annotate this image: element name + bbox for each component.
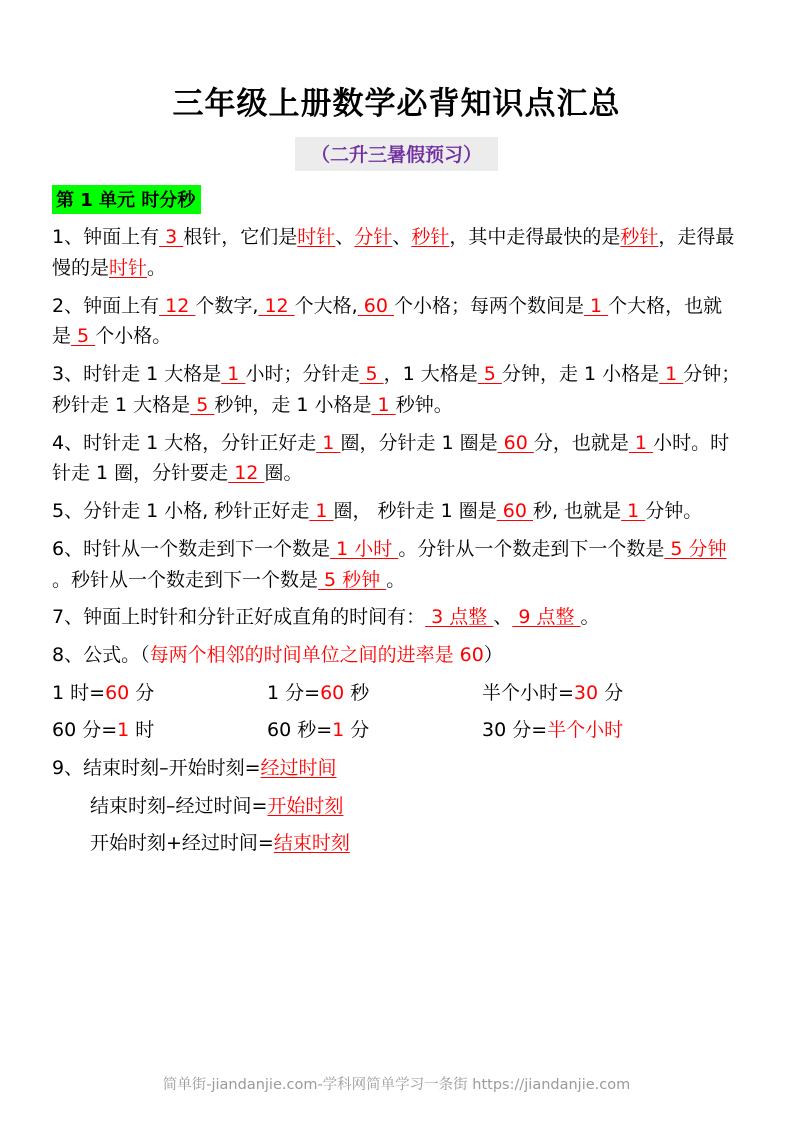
text-segment: 。 (580, 606, 600, 629)
time-formula-line (52, 791, 741, 822)
knowledge-point (52, 602, 741, 633)
text-segment: 分，也就是 (533, 431, 629, 454)
text-segment: ，走得最慢的是 (52, 226, 735, 279)
answer-segment: 12 (159, 294, 196, 317)
text-segment: 分钟。 (645, 500, 703, 523)
answer-segment: 半个小时 (547, 719, 624, 742)
answer-segment: 经过时间 (260, 756, 337, 779)
text-segment: 30 分= (482, 719, 548, 742)
text-segment: 60 秒= (267, 719, 333, 742)
unit-heading-container (52, 185, 741, 214)
text-segment: 7、钟面上时针和分针正好成直角的时间有： (52, 606, 426, 629)
text-segment: 小时；分针走 (245, 363, 360, 386)
answer-segment: 结束时刻 (273, 832, 350, 855)
answer-segment: 5 (71, 325, 96, 348)
text-segment: 秒钟。 (395, 393, 453, 416)
text-segment: 个小格；每两个数间是 (393, 294, 584, 317)
answer-segment: 5 (190, 393, 215, 416)
text-segment: 半个小时= (482, 681, 574, 704)
knowledge-point (52, 222, 741, 284)
text-segment: 、 (335, 226, 355, 248)
knowledge-point (52, 496, 741, 527)
text-segment: 圈，分针走 1 圈是 (340, 431, 498, 454)
formula-row (52, 678, 741, 708)
text-segment: 圈。 (264, 462, 303, 485)
answer-segment: 时针 (109, 256, 148, 279)
text-segment: 时 (129, 719, 155, 742)
answer-segment: 每两个相邻的时间单位之间的进率是 60 (149, 644, 484, 667)
answer-segment: 开始时刻 (267, 794, 344, 817)
formula-row (52, 715, 741, 745)
answer-segment: 60 (496, 500, 533, 523)
knowledge-point (52, 428, 741, 490)
text-segment: 。分针从一个数走到下一个数是 (398, 537, 665, 560)
answer-segment: 60 (497, 431, 534, 454)
answer-segment: 1 (117, 719, 130, 742)
answer-segment: 12 (258, 294, 295, 317)
text-segment: 5、分针走 1 小格, 秒针正好走 (52, 500, 310, 523)
formula-cell (52, 678, 267, 708)
answer-segment: 分针 (354, 226, 393, 248)
knowledge-point (52, 359, 741, 421)
text-segment: 1 分= (267, 681, 321, 704)
answer-segment: 30 (573, 681, 599, 704)
answer-segment: 5 (359, 363, 384, 386)
answer-segment: 3 点整 (425, 606, 494, 629)
text-segment: 60 分= (52, 719, 118, 742)
text-segment: 8、公式。（ (52, 644, 150, 667)
formula-cell (267, 678, 482, 708)
text-segment: 4、时针走 1 大格，分针正好走 (52, 431, 317, 454)
text-segment: 3、时针走 1 大格是 (52, 363, 222, 386)
formula-cell (52, 715, 267, 745)
answer-segment: 1 (316, 431, 341, 454)
answer-segment: 1 (371, 393, 396, 416)
text-segment: 秒钟，走 1 小格是 (214, 393, 372, 416)
answer-segment: 1 (332, 719, 345, 742)
formula-cell (482, 678, 702, 708)
subtitle-container (52, 137, 741, 171)
text-segment: 2、钟面上有 (52, 294, 160, 317)
text-segment: 个大格, (294, 294, 358, 317)
text-segment: 秒 (344, 681, 370, 704)
time-formula-list (52, 753, 741, 859)
answer-segment: 1 (584, 294, 609, 317)
text-segment: 结束时刻–经过时间= (90, 794, 268, 817)
text-segment: 个数字, (195, 294, 259, 317)
unit-heading: 第 1 单元 时分秒 (52, 185, 201, 214)
answer-segment: 5 分钟 (664, 537, 727, 560)
footer-watermark: 简单街-jiandanjie.com-学科网简单学习一条街 https://jiandanjie.com (162, 1077, 631, 1093)
knowledge-point (52, 291, 741, 353)
text-segment: 。 (147, 256, 167, 279)
text-segment: 1 时= (52, 681, 106, 704)
answer-segment: 60 (357, 294, 394, 317)
text-segment: 分 (598, 681, 624, 704)
answer-segment: 5 (477, 363, 502, 386)
answer-segment: 1 小时 (330, 537, 399, 560)
answer-segment: 3 (159, 226, 184, 248)
text-segment: ） (483, 644, 503, 667)
answer-segment: 1 (659, 363, 684, 386)
text-segment: 圈， 秒针走 1 圈是 (333, 500, 497, 523)
text-segment: 分 (344, 719, 370, 742)
answer-segment: 60 (105, 681, 130, 704)
knowledge-point (52, 534, 741, 596)
text-segment: 6、时针从一个数走到下一个数是 (52, 537, 331, 560)
answer-segment: 1 (621, 500, 646, 523)
text-segment: 。秒针从一个数走到下一个数是 (52, 568, 319, 591)
answer-segment: 5 秒钟 (318, 568, 387, 591)
page-subtitle: （二升三暑假预习） (295, 137, 498, 171)
answer-segment: 秒针 (620, 226, 659, 248)
formula-cell (267, 715, 482, 745)
text-segment: 1、钟面上有 (52, 226, 160, 248)
answer-segment: 60 (320, 681, 345, 704)
text-segment: 分 (129, 681, 155, 704)
text-segment: ，其中走得最快的是 (449, 226, 621, 248)
knowledge-point (52, 640, 741, 671)
page-title: 三年级上册数学必背知识点汇总 (172, 86, 621, 122)
answer-segment: 9 点整 (512, 606, 581, 629)
time-formula-line (52, 753, 741, 784)
text-segment: 分钟，走 1 小格是 (501, 363, 660, 386)
answer-segment: 秒针 (411, 226, 450, 248)
text-segment: 、 (392, 226, 412, 248)
text-segment: ，1 大格是 (383, 363, 478, 386)
formula-cell (482, 715, 702, 745)
text-segment: 9、结束时刻–开始时刻= (52, 756, 261, 779)
knowledge-point-list (52, 222, 741, 671)
text-segment: 分钟；秒针走 1 大格是 (52, 363, 741, 416)
answer-segment: 1 (221, 363, 246, 386)
text-segment: 秒, 也就是 (533, 500, 622, 523)
text-segment: 个大格，也就是 (52, 294, 723, 348)
text-segment: 个小格。 (95, 325, 172, 348)
time-formula-line (52, 828, 741, 859)
answer-segment: 1 (628, 431, 654, 454)
text-segment: 根针，它们是 (183, 226, 298, 248)
answer-segment: 12 (228, 462, 265, 485)
text-segment: 、 (493, 606, 513, 629)
answer-segment: 时针 (297, 226, 336, 248)
answer-segment: 1 (309, 500, 334, 523)
text-segment: 小时。时针走 1 圈，分针要走 (52, 431, 730, 485)
formula-table (52, 678, 741, 746)
text-segment: 。 (386, 568, 406, 591)
text-segment: 开始时刻+经过时间= (90, 832, 274, 855)
